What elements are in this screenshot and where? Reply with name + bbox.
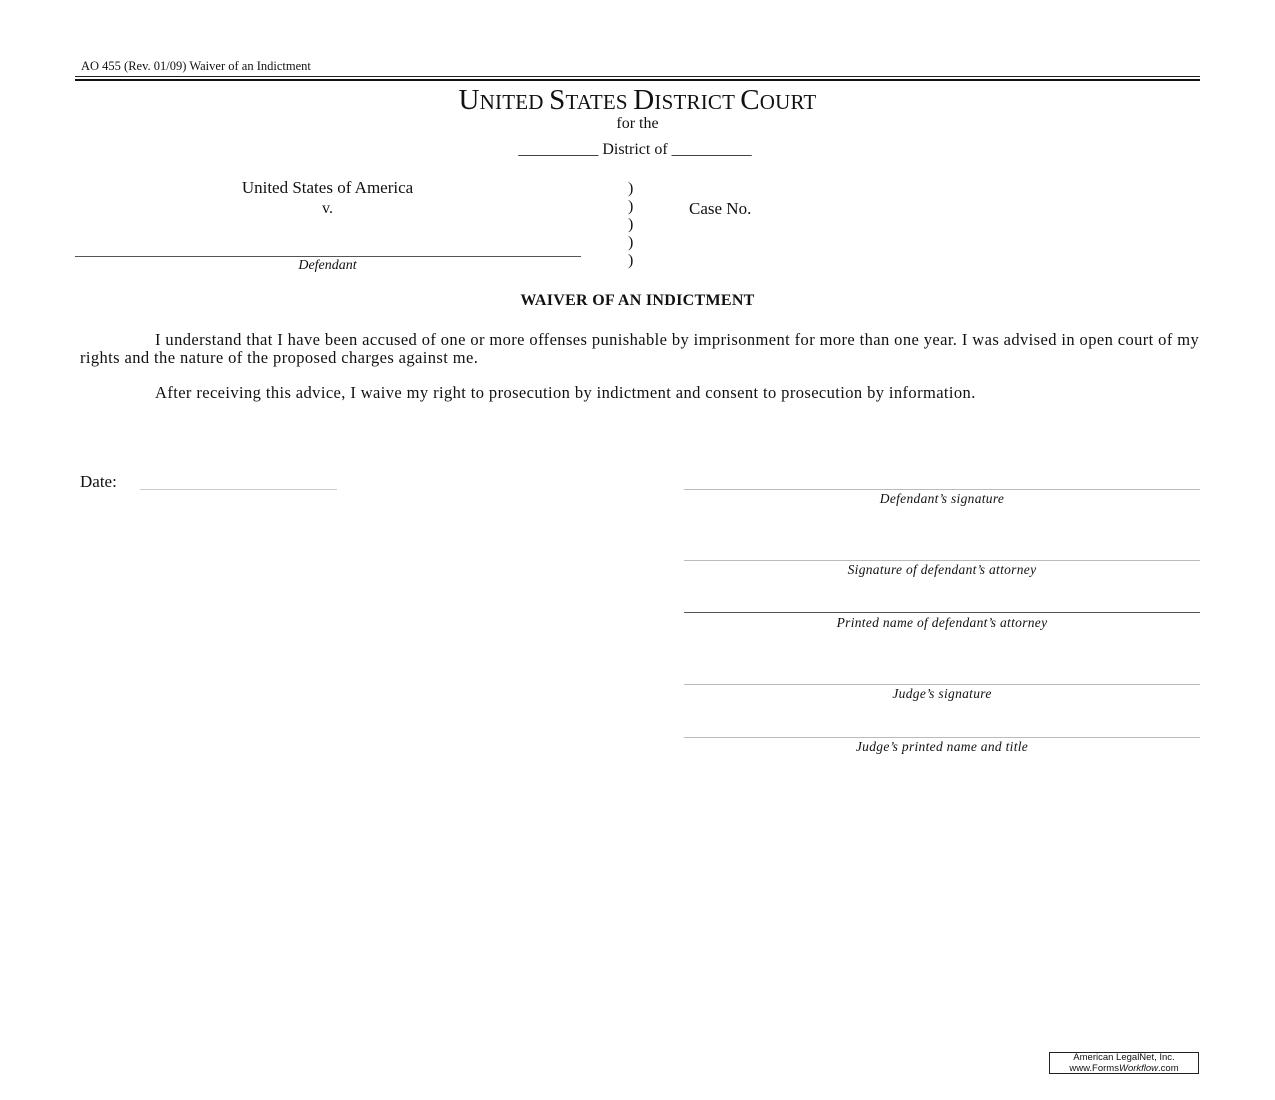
defendant-signature-field[interactable] [684,489,1200,490]
attorney-signature-field[interactable] [684,560,1200,561]
court-title [0,84,1275,117]
waiver-paragraph-1: I understand that I have been accused of one or more offenses punishable by imprisonment for more than one year. I was advised in open court of my rights and the nature of the proposed charges against me. [80,330,1200,367]
plaintiff-name: United States of America [241,178,414,197]
attorney-printed-name-field[interactable] [684,612,1200,613]
court-title-word-4: COURT [740,84,817,116]
publisher-url: www.FormsWorkflow.com [1069,1062,1179,1074]
paren: ) [628,252,634,269]
attorney-signature-label: Signature of defendant’s attorney [847,562,1037,577]
judge-signature-label: Judge’s signature [892,686,992,701]
judge-printed-name-label: Judge’s printed name and title [855,739,1029,754]
document-title: WAIVER OF AN INDICTMENT [520,292,755,309]
defendant-signature-label: Defendant’s signature [879,491,1005,506]
publisher-company: American LegalNet, Inc. [1073,1052,1175,1063]
versus-text: v. [322,200,333,217]
for-the-text: for the [616,115,659,132]
judge-signature-field[interactable] [684,684,1200,685]
case-number-label: Case No. [689,199,752,218]
paren: ) [628,198,634,215]
judge-printed-name-field[interactable] [684,737,1200,738]
header-rule-thin [75,76,1200,77]
court-title-word-1: UNITED [458,84,550,116]
waiver-paragraph-2: After receiving this advice, I waive my right to prosecution by indictment and consent to prosecution by information. [155,383,976,402]
date-field[interactable] [140,489,337,490]
district-field[interactable]: __________ District of __________ [518,141,752,158]
court-title-word-3: DISTRICT [633,84,741,116]
defendant-name-field[interactable] [75,256,581,257]
header-rule-thick [75,79,1200,81]
paren: ) [628,180,634,197]
form-identifier: AO 455 (Rev. 01/09) Waiver of an Indictment [81,59,311,73]
paren: ) [628,216,634,233]
date-label: Date: [80,472,117,491]
court-title-word-2: STATES [549,84,634,116]
caption-parentheses [628,180,633,270]
paren: ) [628,234,634,251]
defendant-label: Defendant [298,258,357,273]
attorney-printed-name-label: Printed name of defendant’s attorney [836,615,1048,630]
publisher-badge[interactable] [1049,1052,1199,1074]
